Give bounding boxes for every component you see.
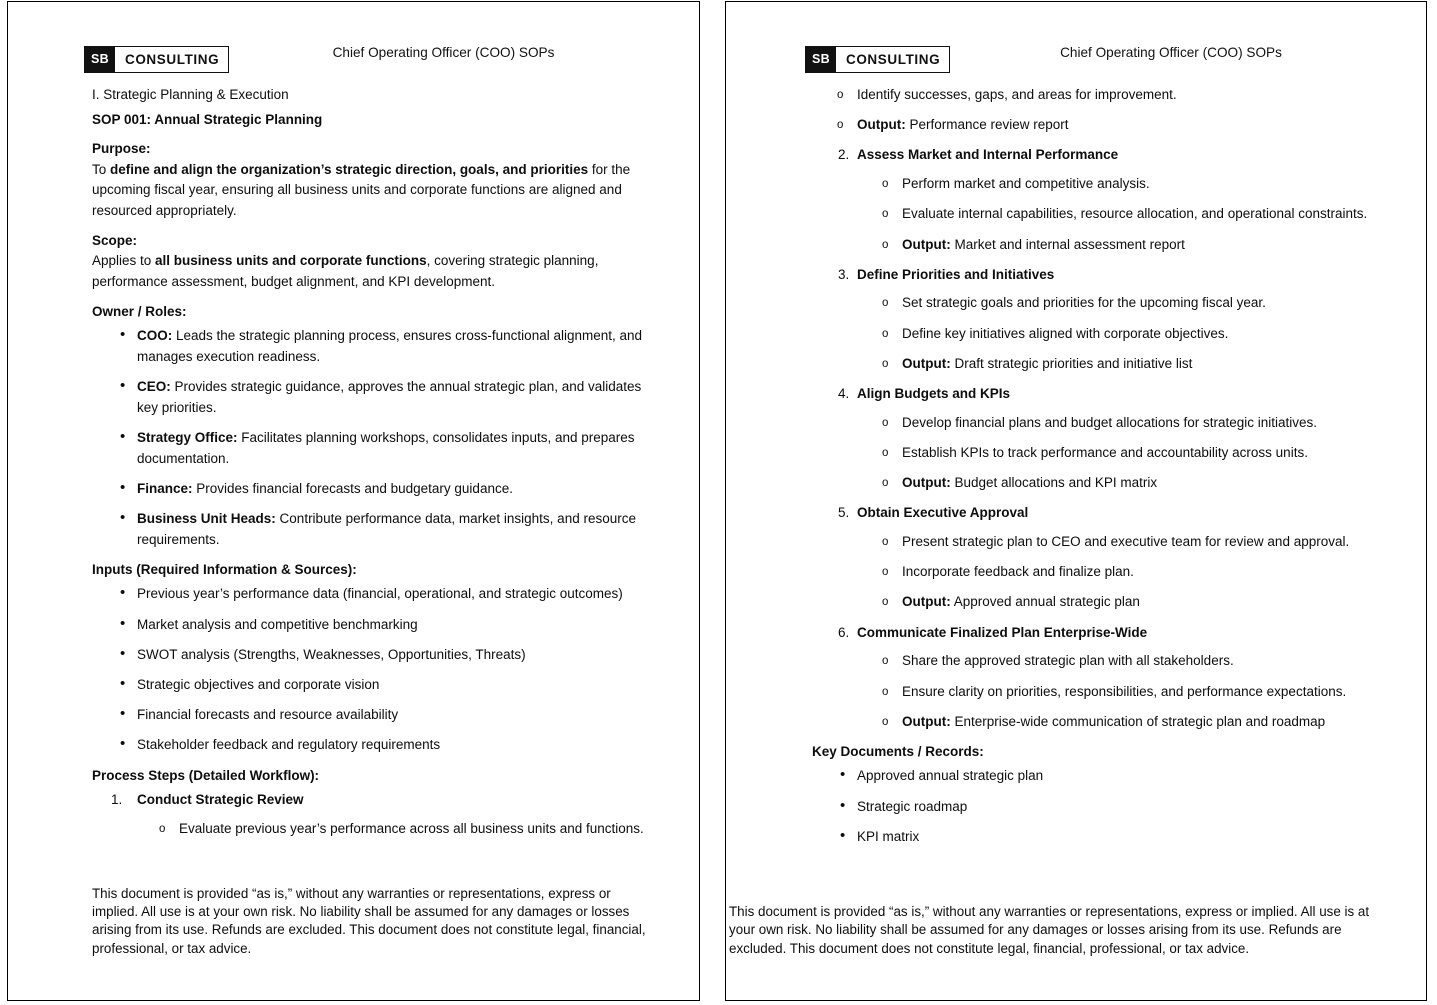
purpose-lead: To (92, 161, 111, 177)
process-step (812, 503, 1381, 613)
purpose-tail: for the upcoming fiscal year, ensuring all business units and corporate functions are aligned and resourced appropriately. (92, 161, 631, 218)
document-page-2 (725, 1, 1427, 1001)
process-step-number: 5. (838, 505, 850, 521)
process-step-subitem (857, 324, 1381, 345)
purpose-label: Purpose: (92, 141, 151, 156)
document-page-1 (7, 1, 700, 1001)
process-step-subitem-text: Evaluate previous year’s performance across all business units and functions. (179, 820, 644, 836)
output-label: Output: (902, 355, 951, 371)
process-steps-list (92, 790, 649, 839)
scope-emphasis: all business units and corporate functions (155, 253, 427, 269)
scope-lead: Applies to (92, 253, 156, 269)
process-step-title: Conduct Strategic Review (137, 792, 304, 808)
page-header (726, 2, 1426, 85)
process-step-number: 6. (838, 624, 850, 640)
process-step-subitem-text: Share the approved strategic plan with all stakeholders. (902, 653, 1234, 669)
process-step-subitem-text: Approved annual strategic plan (950, 594, 1140, 610)
process-step-subitem (857, 174, 1381, 195)
process-step-title: Define Priorities and Initiatives (857, 266, 1055, 282)
process-step-subitem (857, 204, 1381, 225)
process-step-subitem (857, 682, 1381, 703)
owner-role-name: COO: (137, 328, 173, 344)
process-step-subitem-text: Identify successes, gaps, and areas for improvement. (857, 87, 1177, 102)
process-step (812, 623, 1381, 733)
logo-wordmark: CONSULTING (124, 51, 220, 67)
legal-disclaimer-text: This document is provided “as is,” without any warranties or representations, express or implied. All use is at your own risk. No liability shall be assumed for any damages or losses arising from its use. Refunds are excluded. This document does not constitute legal, financial, professional, or tax advice. (729, 904, 1370, 956)
process-step-subitem (857, 235, 1381, 256)
process-step-subitem-text: Develop financial plans and budget allocations for strategic initiatives. (902, 414, 1317, 430)
process-step-subitem-text: Budget allocations and KPI matrix (950, 475, 1158, 491)
process-step-number: 3. (838, 266, 850, 282)
output-label: Output: (902, 594, 951, 610)
logo-mark: SB (85, 47, 115, 72)
owner-role-description: Facilitates planning workshops, consolidates inputs, and prepares documentation. (137, 429, 635, 466)
owner-role-item (92, 428, 649, 469)
process-step-subitem (812, 85, 1381, 106)
process-step-subitem-text: Define key initiatives aligned with corporate objectives. (902, 325, 1229, 341)
process-step-sublist (857, 651, 1381, 732)
process-step-sublist (857, 413, 1381, 494)
scope-label: Scope: (92, 232, 138, 248)
process-step-subitem-text: Perform market and competitive analysis. (902, 176, 1150, 192)
owner-role-item (92, 479, 649, 500)
process-step (92, 790, 649, 839)
process-step-subitem-text: Enterprise-wide communication of strategic plan and roadmap (950, 713, 1326, 729)
input-item: • Previous year’s performance data (financial, operational, and strategic outcomes) (92, 584, 649, 605)
process-step-subitem (857, 532, 1381, 553)
logo-wordmark: CONSULTING (845, 51, 941, 67)
process-step-subitem (857, 443, 1381, 464)
process-steps-label: Process Steps (Detailed Workflow): (92, 767, 320, 783)
section-heading: I. Strategic Planning & Execution (92, 87, 289, 102)
owner-role-description: Leads the strategic planning process, ensures cross-functional alignment, and manages execution readiness. (137, 328, 643, 364)
process-step-subitem-text: Draft strategic priorities and initiative list (950, 355, 1193, 371)
process-step (812, 145, 1381, 255)
process-step-title: Assess Market and Internal Performance (857, 147, 1119, 163)
owner-role-item (92, 377, 649, 418)
page-1-content (8, 85, 699, 839)
input-item: • Stakeholder feedback and regulatory requirements (92, 735, 649, 756)
process-step-subitem (857, 354, 1381, 375)
process-step-subitem-text: Incorporate feedback and finalize plan. (902, 564, 1134, 580)
input-item: • Financial forecasts and resource availability (92, 705, 649, 726)
process-step-subitem-text: Market and internal assessment report (950, 236, 1185, 252)
process-step-sublist (857, 174, 1381, 255)
owner-roles-list (92, 326, 649, 550)
process-step (812, 265, 1381, 375)
continued-sublist (812, 85, 1381, 136)
page-2-content (726, 85, 1426, 848)
process-step-subitem (857, 293, 1381, 314)
process-step-title: Obtain Executive Approval (857, 505, 1029, 521)
process-steps-list-continued (812, 145, 1381, 732)
owner-roles-label: Owner / Roles: (92, 303, 187, 319)
output-label: Output: (902, 713, 951, 729)
legal-disclaimer: This document is provided “as is,” without any warranties or representations, express or implied. All use is at your own risk. No liability shall be assumed for any damages or losses arising from its use. Refunds are excluded. This document does not constitute legal, financial, professional, or tax advice. (92, 885, 646, 956)
page-header (8, 2, 699, 85)
process-step-subitem (857, 413, 1381, 434)
process-step-subitem-text: Performance review report (905, 117, 1069, 133)
process-step-subitem-text: Set strategic goals and priorities for the upcoming fiscal year. (902, 295, 1266, 311)
header-document-title: Chief Operating Officer (COO) SOPs (1060, 45, 1282, 60)
sop-title: SOP 001: Annual Strategic Planning (92, 111, 323, 127)
process-step-subitem (857, 592, 1381, 613)
process-step-title: Communicate Finalized Plan Enterprise-Wide (857, 624, 1148, 640)
purpose-paragraph (92, 160, 649, 222)
key-documents-list (812, 766, 1381, 847)
input-item: • Market analysis and competitive benchmarking (92, 615, 649, 636)
owner-role-name: Business Unit Heads: (137, 510, 276, 526)
input-item: • Strategic objectives and corporate vision (92, 675, 649, 696)
process-step-subitem-text: Evaluate internal capabilities, resource allocation, and operational constraints. (902, 206, 1368, 222)
owner-role-item (92, 326, 649, 367)
output-label: Output: (902, 236, 951, 252)
process-step-sublist (857, 293, 1381, 374)
process-step (812, 384, 1381, 494)
legal-disclaimer (729, 903, 1384, 958)
scope-tail: , covering strategic planning, performance assessment, budget alignment, and KPI development. (92, 253, 599, 289)
process-step-subitem (812, 115, 1381, 136)
owner-role-description: Contribute performance data, market insights, and resource requirements. (137, 510, 636, 547)
owner-role-description: Provides financial forecasts and budgetary guidance. (192, 480, 513, 496)
process-step-subitem (857, 651, 1381, 672)
key-document-item: • Approved annual strategic plan (812, 766, 1381, 787)
inputs-label: Inputs (Required Information & Sources): (92, 561, 357, 577)
inputs-list (92, 584, 649, 756)
process-step-subitem (137, 819, 649, 840)
process-step-number: 2. (838, 147, 850, 163)
output-label: Output: (902, 475, 951, 491)
process-step-subitem-text: Ensure clarity on priorities, responsibilities, and performance expectations. (902, 683, 1347, 699)
process-step-subitem (857, 562, 1381, 583)
output-label: Output: (857, 117, 906, 133)
owner-role-name: Finance: (137, 480, 193, 496)
process-step-number: 4. (838, 386, 850, 402)
key-documents-label: Key Documents / Records: (812, 743, 984, 759)
process-step-sublist (137, 819, 649, 840)
process-step-title: Align Budgets and KPIs (857, 386, 1011, 402)
owner-role-name: CEO: (137, 378, 171, 394)
key-document-item: • KPI matrix (812, 827, 1381, 848)
owner-role-item (92, 509, 649, 550)
key-document-item: • Strategic roadmap (812, 797, 1381, 818)
owner-role-description: Provides strategic guidance, approves the annual strategic plan, and validates key priorities. (137, 378, 642, 415)
logo-mark: SB (806, 47, 836, 72)
process-step-subitem-text: Present strategic plan to CEO and executive team for review and approval. (902, 534, 1350, 550)
scope-paragraph (92, 251, 649, 292)
purpose-emphasis: define and align the organization’s strategic direction, goals, and priorities (110, 161, 589, 177)
process-step-subitem-text: Establish KPIs to track performance and accountability across units. (902, 444, 1308, 460)
input-item: • SWOT analysis (Strengths, Weaknesses, Opportunities, Threats) (92, 645, 649, 666)
process-step-subitem (857, 712, 1381, 733)
process-step-subitem (857, 473, 1381, 494)
header-document-title: Chief Operating Officer (COO) SOPs (332, 45, 555, 60)
process-step-sublist (857, 532, 1381, 613)
owner-role-name: Strategy Office: (137, 429, 238, 445)
